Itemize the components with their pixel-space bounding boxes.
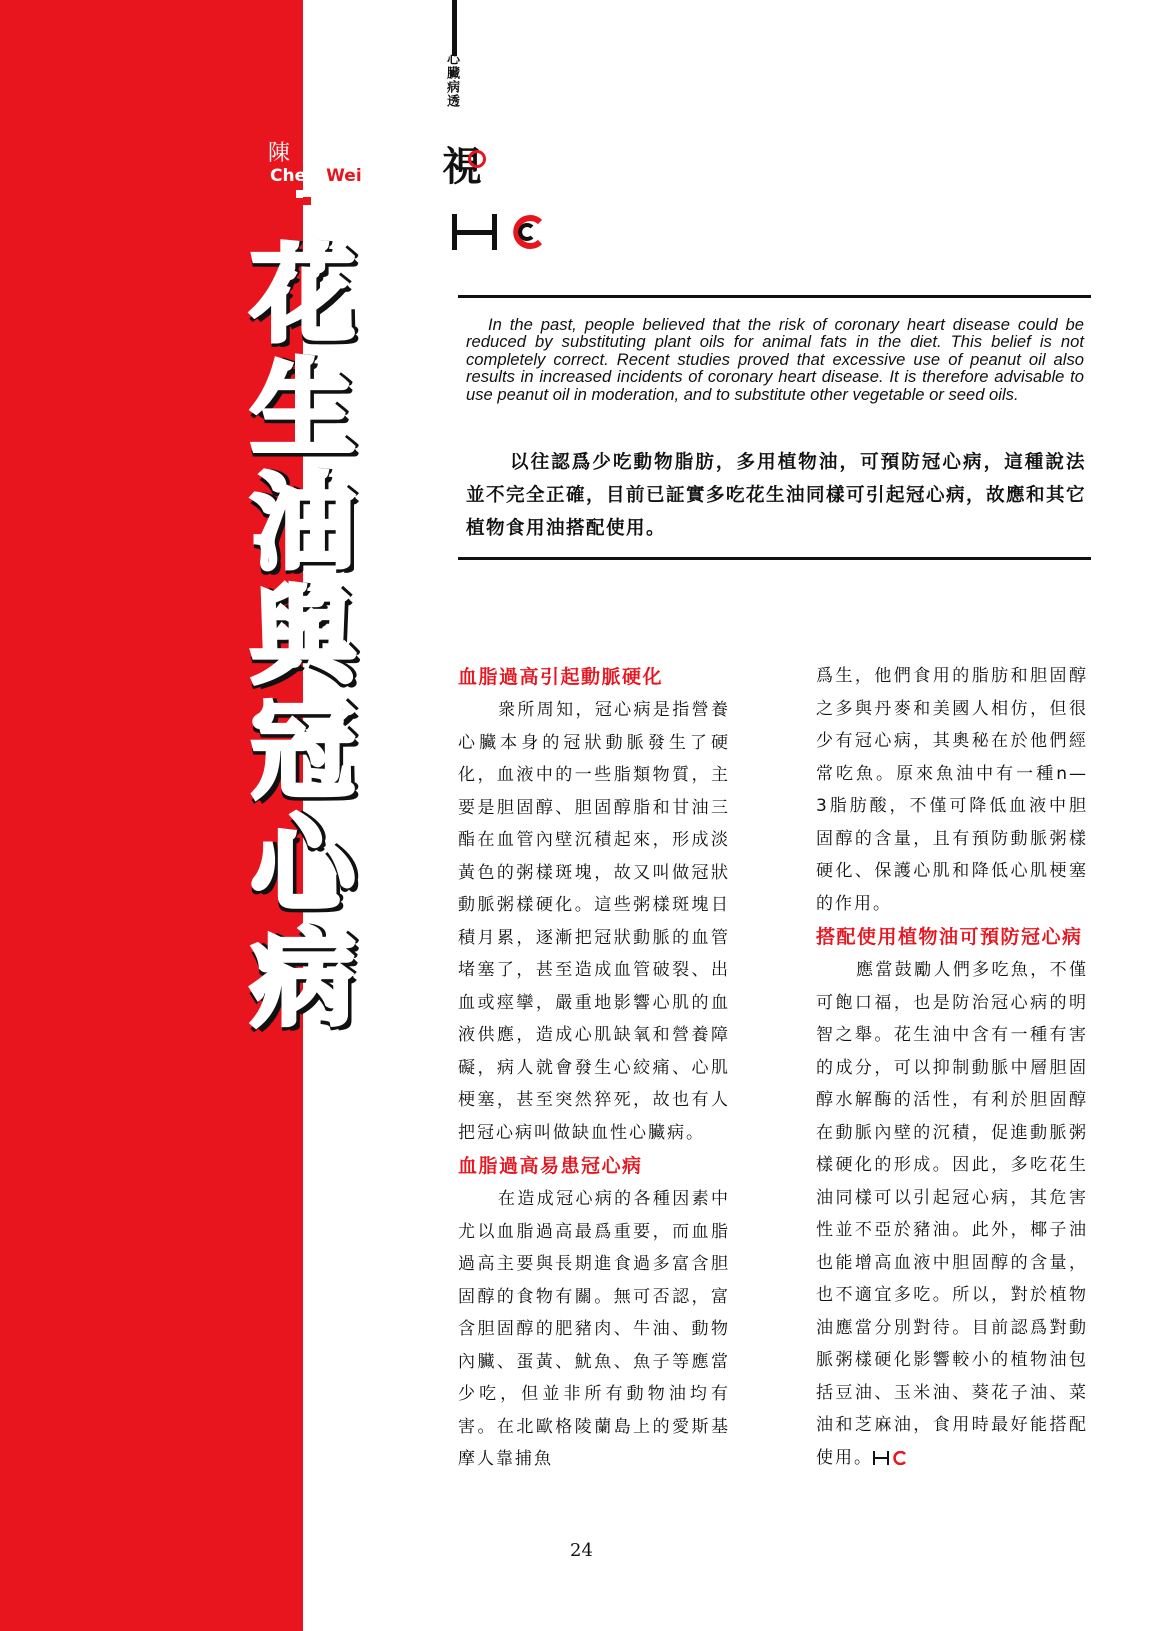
article-title [238, 234, 368, 1040]
abstract-english: In the past, people believed that the risk of coronary heart disease could be reduced by substituting plant oils for animal fats in the diet. This belief is not completely correct. Recent studies proved that excessive use of peanut oil also results in increased incidents of coronary heart disease. It is therefore advisable to use peanut oil in moderation, and to substitute other vegetable or seed oils. [466, 315, 1084, 404]
section-heading: 血脂過高引起動脈硬化 [458, 666, 664, 688]
hc-logo [452, 214, 562, 250]
title-char: 心 [250, 804, 355, 926]
author-name-zh: 陳 偉 [268, 141, 361, 166]
author-last-name: Wei [326, 166, 362, 186]
abstract-chinese: 以往認爲少吃動物脂肪，多用植物油，可預防冠心病，這種說法並不完全正確，目前已証實多吃花生油同樣可引起冠心病，故應和其它植物食用油搭配使用。 [466, 452, 1087, 539]
page-number: 24 [570, 1540, 593, 1561]
author-name-en [270, 166, 364, 186]
section-paragraph-text: 應當鼓勵人們多吃魚，不僅可飽口福，也是防治冠心病的明智之舉。花生油中含有一種有害的成分，可以抑制動脈中層胆固醇水解酶的活性，有利於胆固醇在動脈內壁的沉積，促進動脈粥樣硬化的形成。因此，多吃花生油同樣可以引起冠心病，其危害性並不亞於豬油。此外，椰子油也能增高血液中胆固醇的含量，也不適宜多吃。所以，對於植物油應當分別對待。目前認爲對動脈粥樣硬化影響較小的植物油包括豆油、玉米油、葵花子油、菜油和芝麻油，食用時最好能搭配使用。 [816, 960, 1088, 1468]
author-first-name: Chen [270, 166, 319, 186]
section-paragraph: 在造成冠心病的各種因素中尤以血脂過高最爲重要，而血脂過高主要與長期進食過多富含胆固醇的食物有關。無可否認，富含胆固醇的肥豬肉、牛油、動物內臟、蛋黃、魷魚、魚子等應當少吃，但並非所有動物油均有害。在北歐格陵蘭島上的愛斯基摩人靠捕魚 [458, 1189, 730, 1469]
title-char: 病 [250, 918, 355, 1040]
title-char: 冠 [250, 690, 355, 812]
section-heading: 搭配使用植物油可預防冠心病 [816, 926, 1083, 948]
body-column-right [816, 660, 1088, 1474]
section-heading: 血脂過高易患冠心病 [458, 1155, 643, 1177]
title-char: 與 [250, 576, 355, 698]
column-label-mark [468, 150, 486, 168]
column-label-char: 視 [442, 144, 482, 190]
section-paragraph [816, 954, 1088, 1474]
author-deco-square-2 [303, 197, 311, 205]
column-header-bar [452, 0, 457, 56]
title-char: 油 [250, 462, 355, 584]
title-char: 生 [250, 348, 355, 470]
body-column-left [458, 660, 730, 1476]
abstract-bottom-rule [458, 557, 1091, 560]
section-paragraph-continued: 爲生，他們食用的脂肪和胆固醇之多與丹麥和美國人相仿，但很少有冠心病，其奧秘在於他們經常吃魚。原來魚油中有一種n—3脂肪酸，不僅可降低血液中胆固醇的含量，且有預防動脈粥樣硬化、保護心肌和降低心肌梗塞的作用。 [816, 666, 1088, 914]
column-label: 心臟病透 [444, 52, 459, 108]
end-mark-logo-icon [873, 1451, 909, 1465]
section-paragraph: 衆所周知，冠心病是指營養心臟本身的冠狀動脈發生了硬化，血液中的一些脂類物質，主要是胆固醇、胆固醇脂和甘油三酯在血管內壁沉積起來，形成淡黃色的粥樣斑塊，故又叫做冠狀動脈粥樣硬化。這些粥樣斑塊日積月累，逐漸把冠狀動脈的血管堵塞了，甚至造成血管破裂、出血或痙攣，嚴重地影響心肌的血液供應，造成心肌缺氧和營養障礙，病人就會發生心絞痛、心肌梗塞，甚至突然猝死，故也有人把冠心病叫做缺血性心臟病。 [458, 700, 730, 1143]
abstract-top-rule [458, 295, 1091, 298]
title-char: 花 [250, 234, 355, 356]
